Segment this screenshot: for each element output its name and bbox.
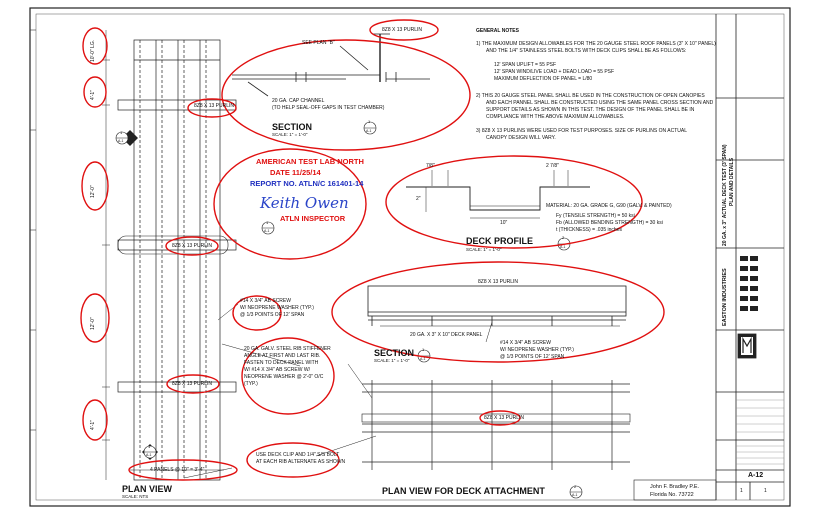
deck-dim-c: 2": [416, 196, 421, 202]
note-line: COMPLIANCE WITH THE ABOVE MAXIMUM ALLOWABLES.: [486, 114, 625, 120]
stiffener-note-1: 20 GA. GALV. STEEL RIB STIFFENER: [244, 346, 331, 352]
plan-purlin-label-3: 8Z8 X 13 PURLIN: [172, 381, 213, 387]
sheet-number: A-12: [748, 472, 764, 479]
company-name: EASTON INDUSTRIES: [722, 268, 728, 326]
plan-bubble-b-num: 1: [148, 444, 151, 449]
stamp-report-no: REPORT NO. ATLN/C 161401-14: [250, 179, 364, 188]
red-markup-ellipses: [81, 20, 664, 480]
plan-purlin-label-2: 8Z8 X 13 PURLIN: [172, 243, 213, 249]
plan-purlin-label-1: 8Z8 X 13 PURLIN: [194, 103, 235, 109]
sheet-inner-border: [36, 14, 784, 500]
section-bottom-drawing: [368, 286, 626, 326]
stiffener-note-5: NEOPRENE WASHER @ 2'-0" O/C: [244, 374, 324, 380]
plan-view-title: PLAN VIEW: [122, 484, 173, 494]
stamp-date: DATE 11/25/14: [270, 168, 321, 177]
stiffener-note-3: FASTEN TO DECK PANEL WITH: [244, 360, 319, 366]
cap-channel-label: 20 GA. CAP CHANNEL: [272, 98, 325, 104]
section-bottom-screw-2: W/ NEOPRENE WASHER (TYP.): [500, 347, 574, 353]
sheet-border: [30, 8, 790, 506]
note-line: AND EACH PANNEL SHALL BE CONSTRUCTED USING THE SAME PANEL CROSS SECTION AND: [486, 100, 714, 106]
plan-attach-purlin: 8Z8 X 13 PURLIN: [484, 415, 525, 421]
note-line: 3) 8Z8 X 13 PURLINS WERE USED FOR TEST PURPOSES. SIZE OF PURLINS ON ACTUAL: [476, 128, 687, 134]
plan-panels-label: 4 PANELS @ 10" = 3'-4": [150, 467, 205, 473]
engineer-name: John F. Bradley P.E.: [650, 484, 700, 490]
top-purlin-label: 8Z8 X 13 PURLIN: [382, 27, 423, 33]
plan-attach-bubble-num: 2: [574, 484, 577, 489]
plan-bubble-a-sheet: A-1: [118, 139, 124, 143]
section-top-bubble-num: 1: [368, 119, 371, 124]
section-top-scale: SCALE: 1" = 1'-0": [272, 132, 308, 137]
deck-bubble-sheet: A-1: [560, 245, 566, 249]
stiffener-note-4: W/ #14 X 3/4" AB SCREW W/: [244, 367, 310, 373]
logo-mark: [741, 337, 753, 355]
section-bottom-scale: SCALE: 1" = 1'-0": [374, 358, 410, 363]
title-block-grid-lines: [736, 400, 784, 464]
screw-note-3: @ 1/3 POINTS OF 12' SPAN: [240, 312, 305, 318]
project-title-line-2: PLAN AND DETAILS: [729, 157, 735, 206]
note-line: 12' SPAN WIND/LIVE LOAD + DEAD LOAD = 55 PSF: [494, 69, 615, 75]
plan-attach-bubble-sheet: A-1: [572, 493, 578, 497]
see-plan-label: SEE PLAN "B": [302, 40, 335, 46]
note-line: 2) THIS 20 GAUGE STEEL PANEL SHALL BE USED IN THE CONSTRUCTION OF OPEN CANOPIES: [476, 93, 705, 99]
plan-dim-1: 10'-0" LG.: [90, 39, 96, 62]
deck-dim-d: 10": [500, 220, 508, 226]
section-top-bubble-sheet: A-1: [366, 129, 372, 133]
stamp-lab-name: AMERICAN TEST LAB NORTH: [256, 157, 364, 166]
general-notes-heading: GENERAL NOTES: [476, 28, 519, 34]
deck-prop-fy: Fy (TENSILE STRENGTH) = 50 ksi: [556, 213, 635, 219]
cap-channel-note: (TO HELP SEAL-OFF GAPS IN TEST CHAMBER): [272, 105, 385, 111]
section-top-title: SECTION: [272, 122, 313, 132]
note-line: AND THE 1/4" STAINLESS STEEL BOLTS WITH DECK CLIPS SHALL BE AS FOLLOWS:: [486, 48, 687, 54]
stiffener-note-6: (TYP.): [244, 381, 258, 387]
plan-bubble-b-sheet: A-1: [146, 453, 152, 457]
screw-note-1: #14 X 3/4" AB SCREW: [240, 298, 291, 304]
engineer-license: Florida No. 73722: [650, 492, 694, 498]
plan-attach-title: PLAN VIEW FOR DECK ATTACHMENT: [382, 486, 545, 496]
deck-profile-scale: SCALE: 1" = 1'-0": [466, 247, 502, 252]
deck-profile-drawing: [406, 170, 590, 218]
plan-dim-2: 4'-1": [90, 90, 96, 100]
project-title-line-1: 20 GA. x 3" ACTUAL DECK TEST (3' SPAN): [722, 144, 728, 246]
note-line: MAXIMUM DEFLECTION OF PANEL = L/80: [494, 76, 593, 82]
section-bottom-screw-3: @ 1/3 POINTS OF 12' SPAN: [500, 354, 565, 360]
note-line: 12' SPAN UPLIFT = 55 PSF: [494, 62, 557, 68]
plan-bubble-c-num: 1: [266, 220, 269, 225]
plan-bubble-c-sheet: A-1: [264, 229, 270, 233]
section-bottom-bubble-sheet: A-1: [420, 357, 426, 361]
plan-dim-3: 12'-0": [90, 185, 96, 198]
section-bottom-screw-1: #14 X 3/4" AB SCREW: [500, 340, 551, 346]
deck-profile-title: DECK PROFILE: [466, 236, 534, 246]
note-line: SUPPORT DETAILS AS SHOWN IN THIS TEST. THE DESIGN OF THE PANEL SHALL BE IN: [486, 107, 695, 113]
plan-dim-5: 4'-1": [90, 420, 96, 430]
stiffener-note-2: ANGLE AT FIRST AND LAST RIB.: [244, 353, 321, 359]
deck-prop-fb: Fb (ALLOWED BENDING STRENGTH) = 30 ksi: [556, 220, 663, 226]
section-bottom-purlin: 8Z8 X 13 PURLIN: [478, 279, 519, 285]
plan-bubble-a-num: 1: [120, 130, 123, 135]
deck-material: MATERIAL: 20 GA. GRADE G, G90 (GALV. & PAINTED): [546, 203, 672, 209]
plan-view-scale: SCALE: NTS: [122, 494, 149, 499]
clip-note-1: USE DECK CLIP AND 1/4" S/S BOLT: [256, 452, 340, 458]
section-bottom-title: SECTION: [374, 348, 415, 358]
sheet-of-1: 1: [740, 488, 743, 494]
sheet-of-2: 1: [764, 488, 767, 494]
note-line: CANOPY DESIGN WILL VARY.: [486, 135, 556, 141]
screw-note-2: W/ NEOPRENE WASHER (TYP.): [240, 305, 314, 311]
company-logo-blocks: [740, 256, 758, 311]
deck-bubble-num: 2: [562, 235, 565, 240]
section-bottom-bubble-num: 1: [422, 347, 425, 352]
stamp-signature: Keith Owen: [260, 194, 349, 212]
left-margin-marks: [30, 30, 36, 430]
section-bottom-panel: 20 GA. X 3" X 10" DECK PANEL: [410, 332, 483, 338]
note-line: 1) THE MAXIMUM DESIGN ALLOWABLES FOR THE 20 GAUGE STEEL ROOF PANELS (3" X 10" PANEL): [476, 41, 716, 47]
clip-note-2: AT EACH RIB ALTERNATE AS SHOWN: [256, 459, 346, 465]
deck-dim-b: 2 7/8": [546, 163, 559, 169]
deck-dim-a: 7/8": [426, 163, 435, 169]
plan-dim-4: 12'-0": [90, 317, 96, 330]
stamp-role: ATLN INSPECTOR: [280, 214, 346, 223]
deck-prop-t: t (THICKNESS) = .035 inches: [556, 227, 622, 233]
